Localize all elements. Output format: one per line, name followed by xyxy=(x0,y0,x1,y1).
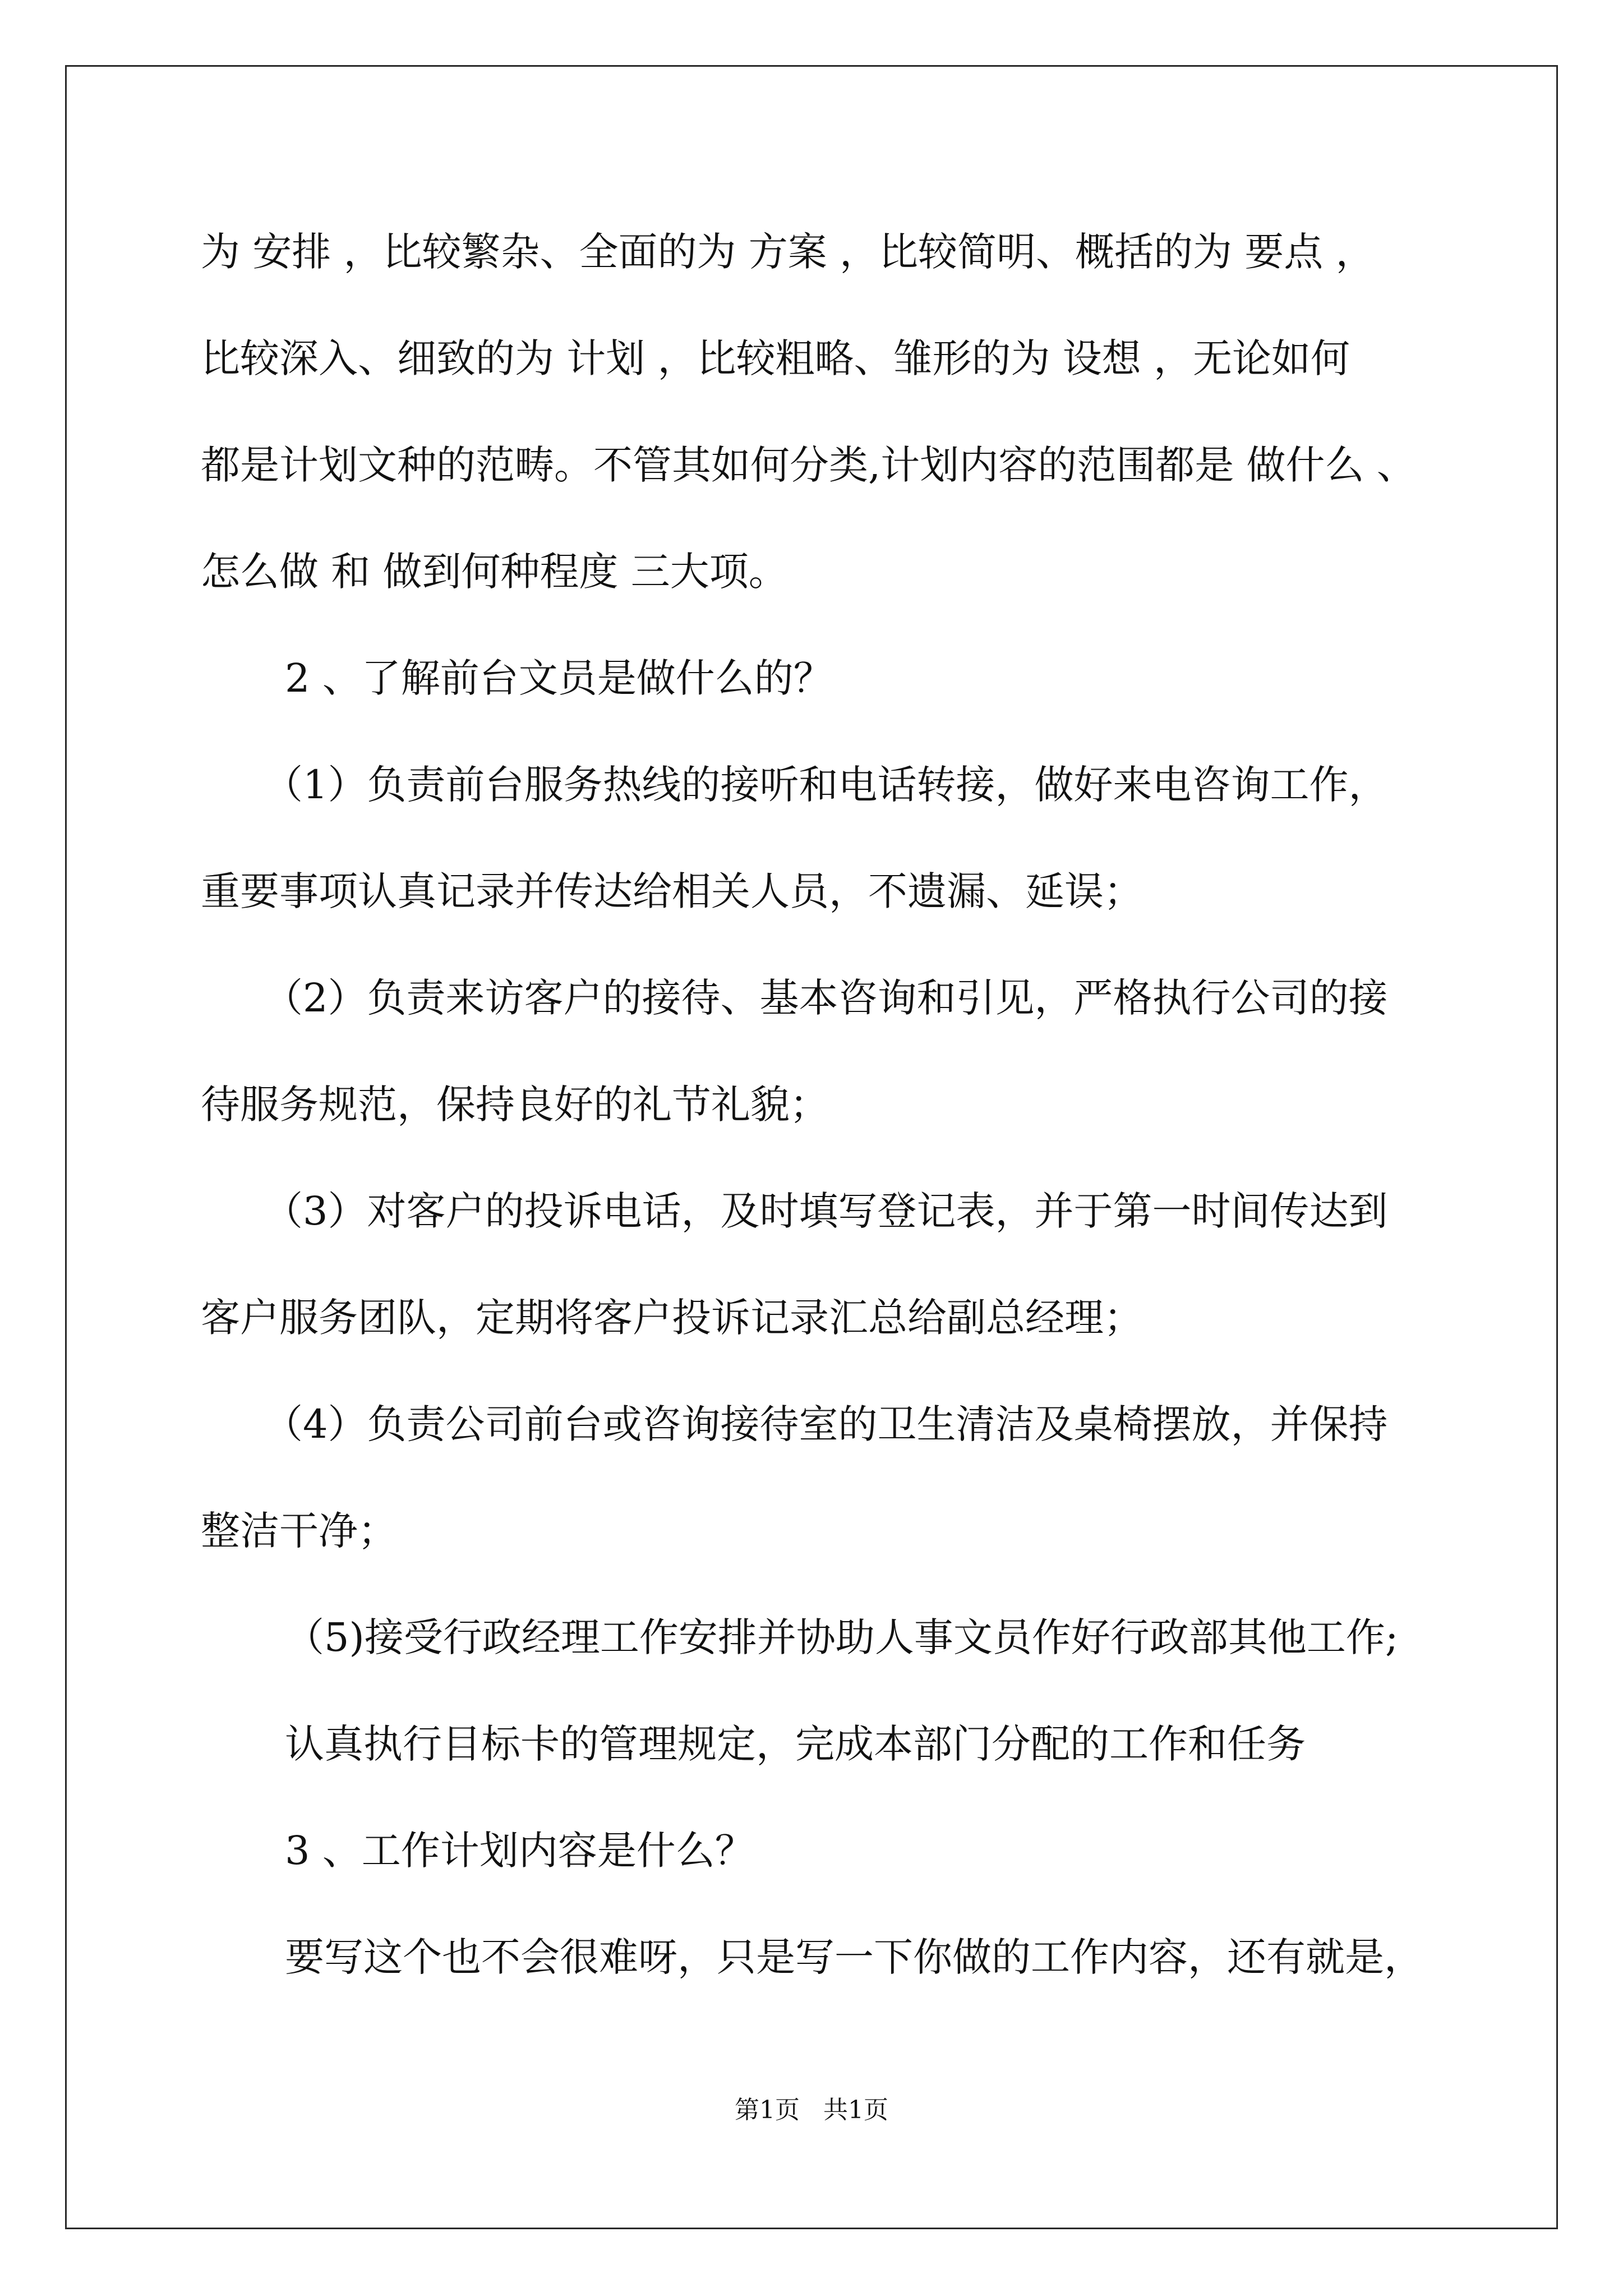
section-heading: 2 、了解前台文员是做什么的？ xyxy=(285,655,833,701)
text-line: 整洁干净； xyxy=(201,1508,397,1554)
text-line: 为 安排 ，比较繁杂、全面的为 方案 ，比较简明、概括的为 要点 ， xyxy=(201,229,1375,275)
text-line: 比较深入、细致的为 计划 ，比较粗略、雏形的为 设想 ，无论如何 xyxy=(201,335,1350,381)
text-line: 重要事项认真记录并传达给相关人员，不遗漏、延误； xyxy=(201,868,1143,914)
text-line: 怎么做 和 做到何种程度 三大项。 xyxy=(201,549,788,595)
page-border xyxy=(65,65,1558,2229)
text-line: 客户服务团队，定期将客户投诉记录汇总给副总经理； xyxy=(201,1295,1143,1341)
list-item: （5)接受行政经理工作安排并协助人事文员作好行政部其他工作; xyxy=(285,1614,1399,1660)
section-heading: 3 、工作计划内容是什么？ xyxy=(285,1828,754,1874)
text-line: 待服务规范，保持良好的礼节礼貌； xyxy=(201,1082,829,1128)
text-line: 都是计划文种的范畴。不管其如何分类,计划内容的范围都是 做什么 、 xyxy=(201,442,1416,488)
list-item: （4）负责公司前台或咨询接待室的卫生清洁及桌椅摆放，并保持 xyxy=(264,1401,1388,1447)
page-footer: 第1页 共1页 xyxy=(735,2096,888,2124)
list-item: （3）对客户的投诉电话，及时填写登记表，并于第一时间传达到 xyxy=(264,1188,1388,1234)
list-item: （2）负责来访客户的接待、基本咨询和引见，严格执行公司的接 xyxy=(264,975,1388,1021)
list-item: （1）负责前台服务热线的接听和电话转接，做好来电咨询工作， xyxy=(264,762,1388,808)
text-line: 要写这个也不会很难呀，只是写一下你做的工作内容，还有就是， xyxy=(285,1934,1423,1980)
text-line: 认真执行目标卡的管理规定，完成本部门分配的工作和任务 xyxy=(285,1721,1306,1767)
